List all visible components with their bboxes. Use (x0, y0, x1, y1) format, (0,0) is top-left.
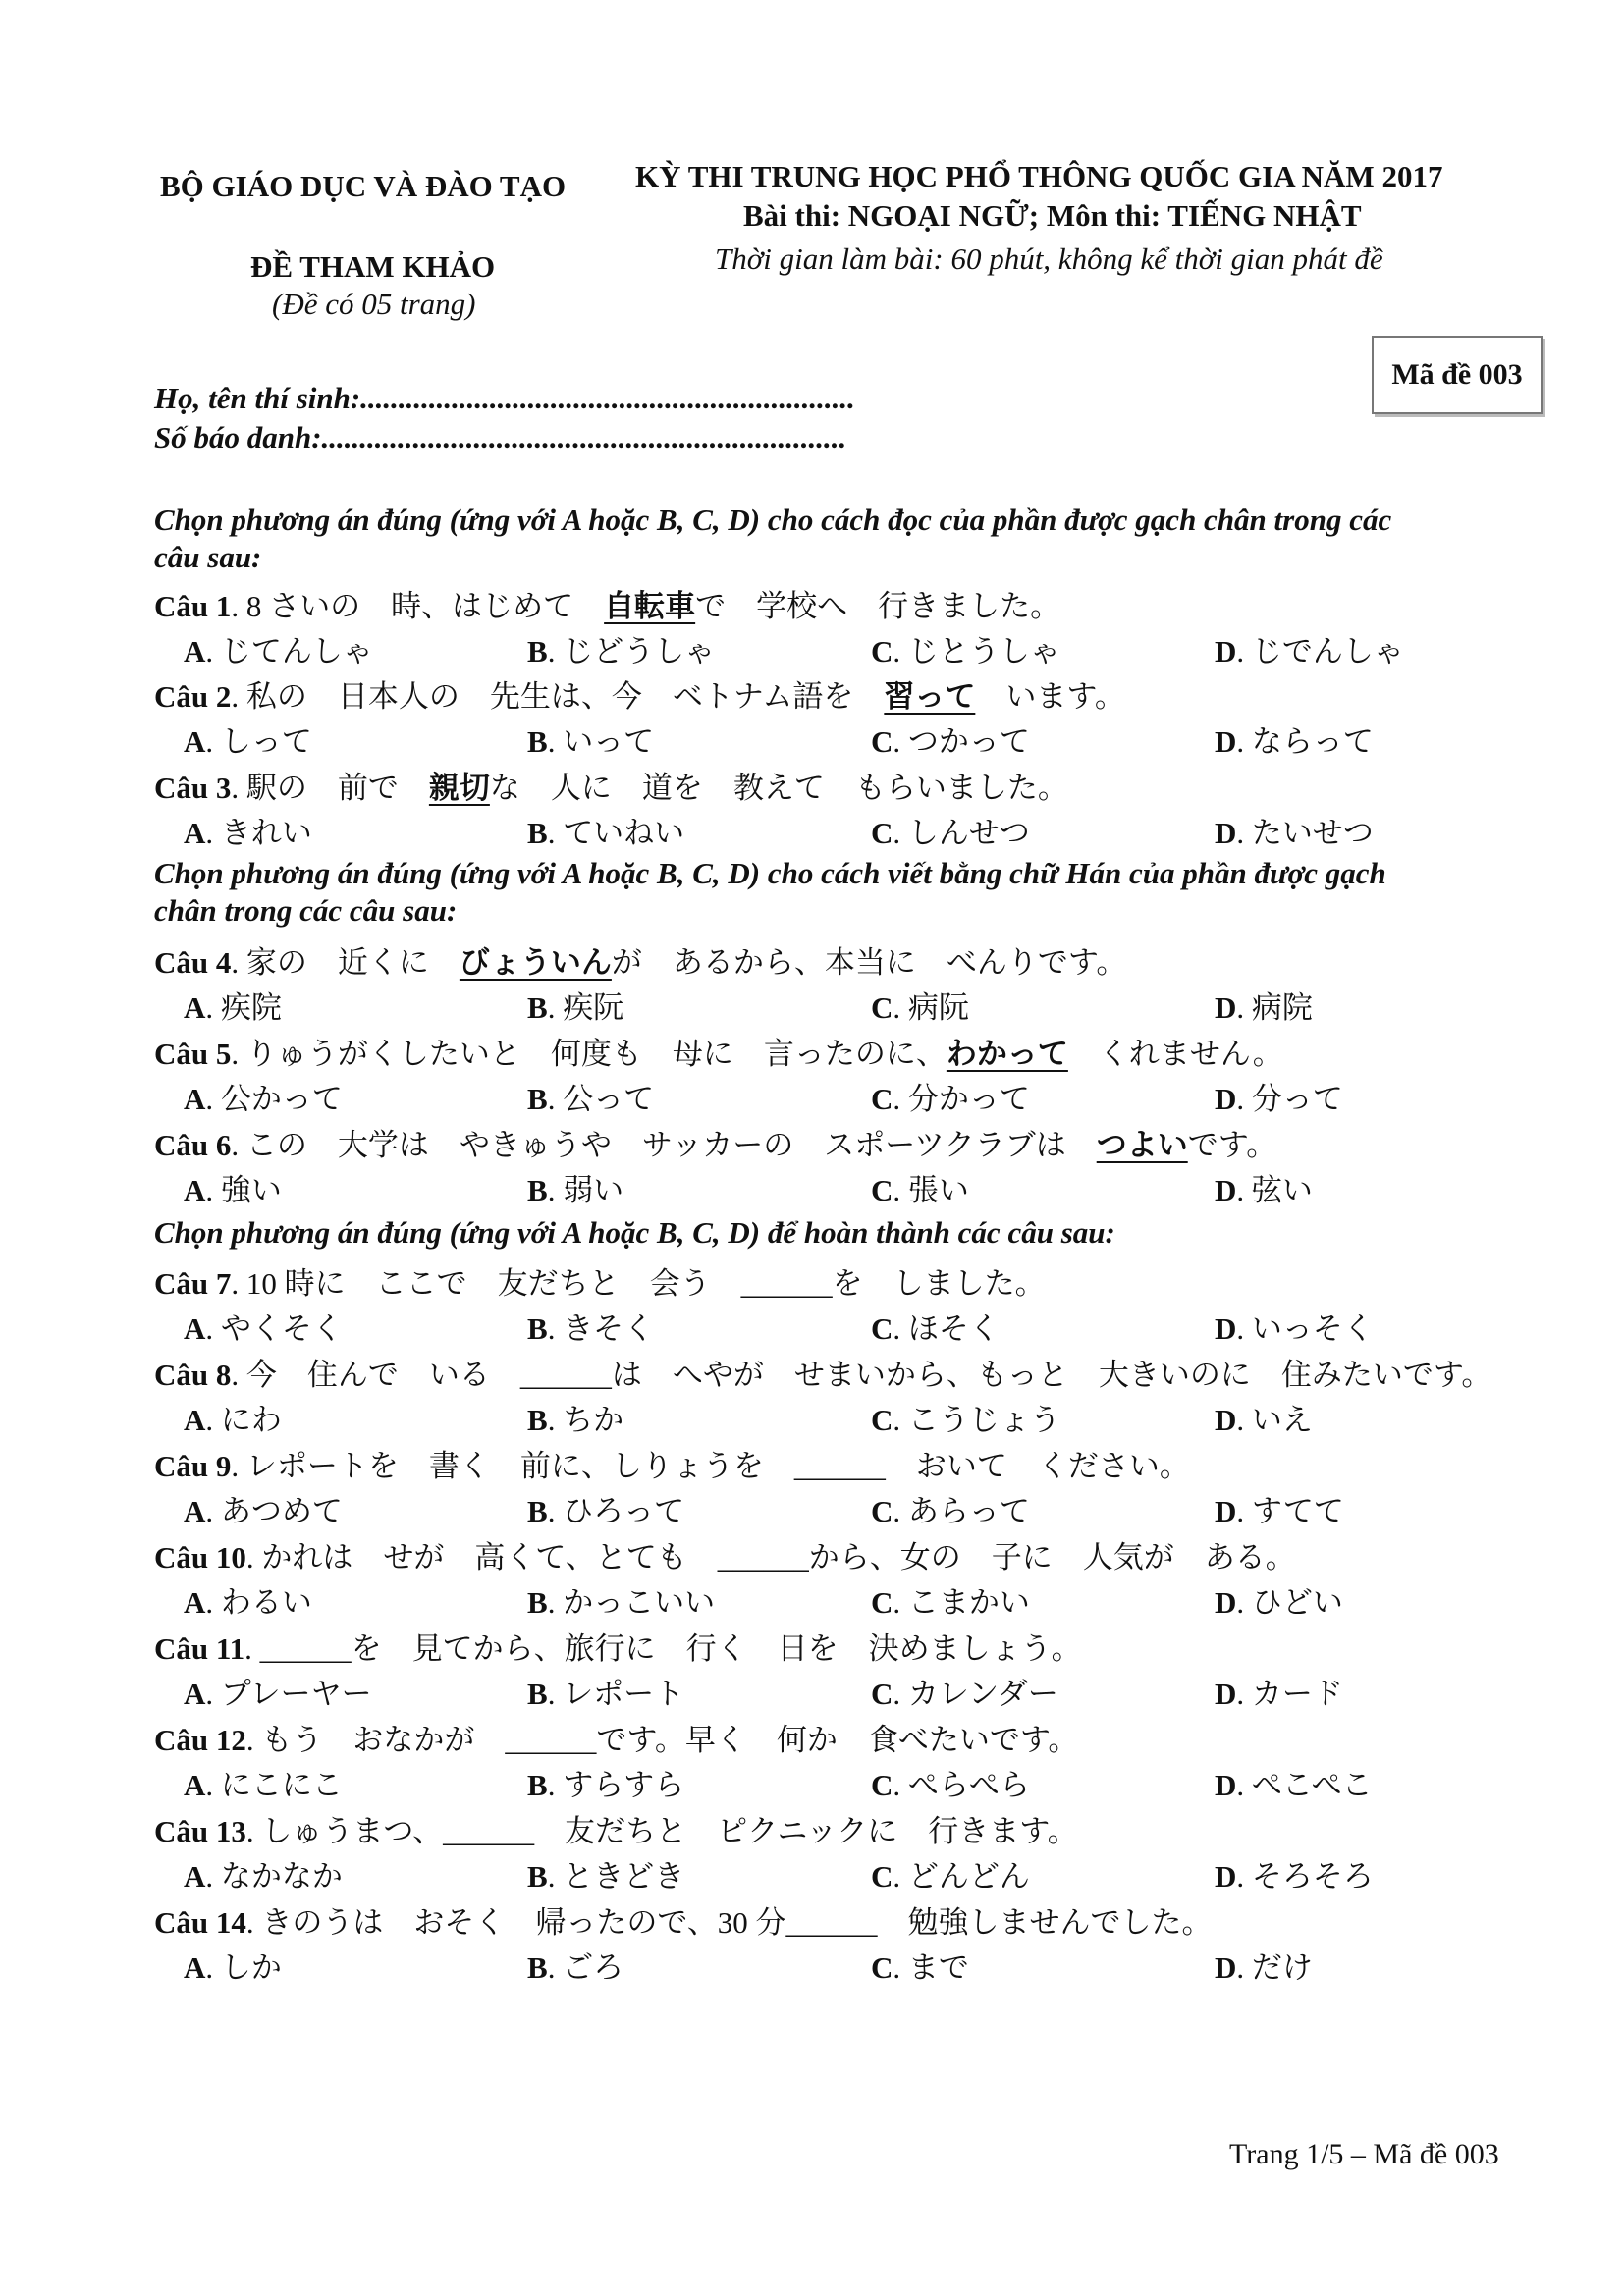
underlined-term: わかって (946, 1037, 1068, 1071)
answer-option[interactable] (1215, 1304, 1374, 1348)
option-text: たいせつ (1251, 816, 1374, 850)
question-text: . しゅうまつ、______ 友だちと ピクニックに 行きます。 (245, 1814, 1078, 1848)
question-stem (154, 1624, 1082, 1668)
answer-option[interactable] (527, 808, 684, 852)
option-separator: . (1236, 634, 1252, 668)
option-letter: B (527, 990, 548, 1025)
answer-option[interactable] (527, 1577, 715, 1622)
option-separator: . (205, 1173, 221, 1207)
ministry-name: BỘ GIÁO DỤC VÀ ĐÀO TẠO (160, 169, 567, 203)
option-text: 強い (220, 1173, 282, 1207)
option-letter: D (1215, 1173, 1237, 1207)
option-separator: . (205, 1859, 221, 1894)
option-letter: D (1215, 1859, 1237, 1894)
option-separator: . (1236, 1173, 1252, 1207)
question-text: . 10 時に ここで 友だちと 会う ______を しました。 (231, 1266, 1046, 1301)
option-text: 病院 (1251, 990, 1313, 1025)
option-text: すてて (1251, 1494, 1344, 1528)
answer-option[interactable] (184, 983, 282, 1027)
option-separator: . (893, 1082, 908, 1116)
option-letter: B (527, 1311, 548, 1346)
option-separator: . (205, 1677, 221, 1711)
question-number: Câu 1 (154, 589, 232, 623)
option-text: 公って (563, 1082, 655, 1116)
question-number: Câu 11 (154, 1631, 245, 1666)
option-letter: D (1215, 724, 1237, 759)
answer-option[interactable] (871, 1851, 1030, 1896)
option-letter: B (527, 1494, 548, 1528)
option-text: こうじょう (907, 1403, 1060, 1437)
option-letter: A (184, 1859, 206, 1894)
option-separator: . (205, 816, 221, 850)
question-stem (154, 1441, 1190, 1485)
option-letter: A (184, 1768, 206, 1802)
option-letter: C (871, 634, 893, 668)
question-stem (154, 1715, 1078, 1759)
answer-option[interactable] (184, 1943, 282, 1987)
option-separator: . (1236, 990, 1252, 1025)
answer-option[interactable] (184, 1304, 343, 1348)
question-number: Câu 12 (154, 1723, 246, 1757)
option-text: わるい (220, 1585, 312, 1620)
option-letter: D (1215, 1403, 1237, 1437)
exam-code-box (1372, 336, 1543, 414)
option-letter: B (527, 1859, 548, 1894)
option-letter: D (1215, 1768, 1237, 1802)
option-text: ぺらぺら (907, 1768, 1030, 1802)
option-separator: . (547, 1950, 564, 1985)
answer-option[interactable] (1215, 1943, 1313, 1987)
option-text: ちか (563, 1403, 624, 1437)
answer-option[interactable] (871, 1395, 1060, 1439)
option-text: いえ (1251, 1403, 1313, 1437)
option-text: ほそく (907, 1311, 1000, 1346)
option-text: 弦い (1251, 1173, 1313, 1207)
option-separator: . (205, 1585, 221, 1620)
option-text: すらすら (563, 1768, 685, 1802)
underlined-term: 親切 (428, 771, 490, 805)
answer-option[interactable] (1215, 1165, 1313, 1209)
question-number: Câu 14 (154, 1905, 246, 1940)
option-text: ひろって (563, 1494, 685, 1528)
pages-note: (Đề có 05 trang) (272, 287, 476, 321)
answer-option[interactable] (1215, 1669, 1343, 1713)
question-stem (154, 1806, 1078, 1850)
answer-option[interactable] (871, 1165, 969, 1209)
question-text-end: で 学校へ 行きました。 (695, 589, 1061, 623)
option-separator: . (547, 1585, 564, 1620)
option-text: レポート (563, 1677, 685, 1711)
section-instruction: chân trong các câu sau: (154, 893, 458, 928)
option-separator: . (205, 1950, 221, 1985)
option-letter: C (871, 1311, 893, 1346)
answer-option[interactable] (527, 1074, 654, 1118)
option-separator: . (893, 634, 908, 668)
question-text: . 家の 近くに (231, 945, 460, 980)
option-separator: . (205, 990, 221, 1025)
answer-option[interactable] (184, 1851, 343, 1896)
answer-option[interactable] (871, 983, 969, 1027)
option-text: 公かって (220, 1082, 343, 1116)
option-separator: . (547, 990, 564, 1025)
option-letter: A (184, 1677, 206, 1711)
candidate-id-line: Số báo danh:..................................................................... (154, 420, 847, 454)
option-text: にこにこ (220, 1768, 343, 1802)
answer-option[interactable] (527, 717, 654, 761)
option-text: ときどき (563, 1859, 685, 1894)
option-separator: . (1236, 1950, 1252, 1985)
option-text: ごろ (563, 1950, 624, 1985)
question-text: . もう おなかが ______です。早く 何か 食べたいです。 (245, 1723, 1079, 1757)
option-separator: . (205, 1082, 221, 1116)
question-number: Câu 13 (154, 1814, 246, 1848)
option-separator: . (205, 724, 221, 759)
question-text-end: が あるから、本当に べんりです。 (611, 945, 1127, 980)
option-separator: . (547, 724, 564, 759)
option-text: 張い (907, 1173, 969, 1207)
option-separator: . (1236, 1082, 1252, 1116)
answer-option[interactable] (871, 1304, 1000, 1348)
option-separator: . (1236, 1677, 1252, 1711)
option-letter: C (871, 1950, 893, 1985)
answer-option[interactable] (1215, 1395, 1313, 1439)
option-letter: D (1215, 1585, 1237, 1620)
answer-option[interactable] (184, 717, 312, 761)
option-letter: A (184, 990, 206, 1025)
option-text: 分かって (907, 1082, 1030, 1116)
question-stem (154, 763, 1068, 807)
question-stem (154, 1120, 1276, 1164)
question-text: . 駅の 前で (231, 771, 429, 805)
option-letter: B (527, 1082, 548, 1116)
option-text: 分って (1251, 1082, 1343, 1116)
answer-option[interactable] (184, 1165, 282, 1209)
option-text: こまかい (907, 1585, 1030, 1620)
answer-option[interactable] (1215, 1760, 1373, 1804)
reference-label: ĐỀ THAM KHẢO (250, 249, 496, 284)
answer-option[interactable] (871, 1943, 969, 1987)
option-text: 疾阮 (563, 990, 624, 1025)
option-text: やくそく (220, 1311, 343, 1346)
option-separator: . (893, 1494, 908, 1528)
option-separator: . (893, 990, 908, 1025)
answer-option[interactable] (1215, 717, 1374, 761)
answer-option[interactable] (184, 1577, 312, 1622)
question-stem (154, 1350, 1491, 1394)
option-letter: C (871, 1859, 893, 1894)
answer-option[interactable] (527, 983, 623, 1027)
option-separator: . (547, 1494, 564, 1528)
question-text: . 8 さいの 時、はじめて (231, 589, 605, 623)
question-text: . かれは せが 高くて、とても ______から、女の 子に 人気が ある。 (245, 1540, 1296, 1575)
option-letter: D (1215, 1950, 1237, 1985)
option-text: じでんしゃ (1251, 634, 1404, 668)
exam-subject: Bài thi: NGOẠI NGỮ; Môn thi: TIẾNG NHẬT (743, 198, 1362, 233)
time-note: Thời gian làm bài: 60 phút, không kể thời gian phát đề (715, 241, 1383, 276)
answer-option[interactable] (527, 1669, 684, 1713)
question-text: . この 大学は やきゅうや サッカーの スポーツクラブは (231, 1128, 1097, 1162)
option-text: あらって (907, 1494, 1030, 1528)
answer-option[interactable] (1215, 983, 1313, 1027)
answer-option[interactable] (527, 1943, 623, 1987)
option-letter: D (1215, 1311, 1237, 1346)
underlined-term: 自転車 (604, 589, 696, 623)
question-stem (154, 1258, 1046, 1303)
option-separator: . (1236, 1311, 1252, 1346)
question-number: Câu 10 (154, 1540, 246, 1575)
question-text: . ______を 見てから、旅行に 行く 日を 決めましょう。 (244, 1631, 1082, 1666)
option-separator: . (893, 1403, 908, 1437)
option-separator: . (893, 1768, 908, 1802)
option-separator: . (547, 1403, 564, 1437)
option-letter: A (184, 634, 206, 668)
question-number: Câu 4 (154, 945, 232, 980)
option-separator: . (547, 1082, 564, 1116)
question-text: . りゅうがくしたいと 何度も 母に 言ったのに、 (231, 1037, 947, 1071)
answer-option[interactable] (1215, 1486, 1344, 1530)
option-text: まで (907, 1950, 969, 1985)
option-text: あつめて (220, 1494, 343, 1528)
option-letter: A (184, 1585, 206, 1620)
option-separator: . (205, 634, 221, 668)
option-text: そろそろ (1251, 1859, 1374, 1894)
option-letter: C (871, 1768, 893, 1802)
option-text: じどうしゃ (563, 634, 716, 668)
option-separator: . (547, 1768, 564, 1802)
option-text: なかなか (220, 1859, 343, 1894)
option-separator: . (893, 1311, 908, 1346)
option-letter: C (871, 990, 893, 1025)
option-letter: C (871, 1494, 893, 1528)
section-instruction: Chọn phương án đúng (ứng với A hoặc B, C, D) cho cách đọc của phần được gạch chân trong các (154, 503, 1392, 537)
option-letter: D (1215, 634, 1237, 668)
answer-option[interactable] (1215, 1577, 1343, 1622)
answer-option[interactable] (871, 717, 1030, 761)
question-number: Câu 6 (154, 1128, 232, 1162)
underlined-term: つよい (1096, 1128, 1188, 1162)
option-letter: A (184, 816, 206, 850)
answer-option[interactable] (527, 1395, 623, 1439)
option-text: ひどい (1251, 1585, 1343, 1620)
question-text: . きのうは おそく 帰ったので、30 分______ 勉強しませんでした。 (245, 1905, 1213, 1940)
option-separator: . (893, 1677, 908, 1711)
option-letter: A (184, 1311, 206, 1346)
option-letter: B (527, 1585, 548, 1620)
question-text-end: な 人に 道を 教えて もらいました。 (489, 771, 1068, 805)
exam-code: Mã đề 003 (1391, 358, 1523, 391)
option-letter: A (184, 1494, 206, 1528)
question-stem (154, 1029, 1283, 1073)
answer-option[interactable] (1215, 1851, 1374, 1896)
answer-option[interactable] (871, 1669, 1058, 1713)
answer-option[interactable] (527, 1486, 684, 1530)
option-letter: C (871, 1677, 893, 1711)
question-text-end: です。 (1187, 1128, 1277, 1162)
option-letter: B (527, 724, 548, 759)
answer-option[interactable] (1215, 1074, 1343, 1118)
option-letter: C (871, 1403, 893, 1437)
option-letter: D (1215, 1677, 1237, 1711)
option-text: ていねい (563, 816, 685, 850)
underlined-term: 習って (884, 679, 976, 714)
question-number: Câu 8 (154, 1358, 232, 1392)
question-text: . 今 住んで いる ______は へやが せまいから、もっと 大きいのに 住みたいです。 (231, 1358, 1492, 1392)
answer-option[interactable] (871, 808, 1030, 852)
question-text-end: くれません。 (1067, 1037, 1283, 1071)
option-letter: B (527, 634, 548, 668)
option-text: つかって (907, 724, 1030, 759)
section-instruction: Chọn phương án đúng (ứng với A hoặc B, C, D) cho cách viết bằng chữ Hán của phần được gạch (154, 856, 1386, 890)
question-text: . レポートを 書く 前に、しりょうを ______ おいて ください。 (231, 1449, 1190, 1483)
answer-option[interactable] (184, 1395, 282, 1439)
answer-option[interactable] (1215, 626, 1404, 670)
option-letter: A (184, 1950, 206, 1985)
option-text: カレンダー (907, 1677, 1058, 1711)
option-text: ぺこぺこ (1251, 1768, 1373, 1802)
option-separator: . (1236, 1585, 1252, 1620)
answer-option[interactable] (871, 1577, 1030, 1622)
question-text-end: います。 (975, 679, 1125, 714)
option-separator: . (547, 816, 564, 850)
option-letter: B (527, 816, 548, 850)
answer-option[interactable] (184, 808, 312, 852)
question-number: Câu 7 (154, 1266, 232, 1301)
option-letter: D (1215, 1494, 1237, 1528)
question-number: Câu 5 (154, 1037, 232, 1071)
option-separator: . (205, 1768, 221, 1802)
option-text: にわ (220, 1403, 282, 1437)
question-number: Câu 3 (154, 771, 232, 805)
answer-option[interactable] (184, 1074, 343, 1118)
option-separator: . (1236, 1768, 1252, 1802)
answer-option[interactable] (184, 1486, 343, 1530)
option-letter: B (527, 1403, 548, 1437)
option-text: じてんしゃ (220, 634, 373, 668)
option-letter: C (871, 1082, 893, 1116)
option-text: きそく (563, 1311, 655, 1346)
option-text: しんせつ (907, 816, 1030, 850)
option-letter: C (871, 1173, 893, 1207)
option-text: いっそく (1251, 1311, 1374, 1346)
question-number: Câu 2 (154, 679, 232, 714)
question-stem (154, 581, 1060, 625)
option-separator: . (893, 1859, 908, 1894)
option-letter: A (184, 724, 206, 759)
answer-option[interactable] (527, 1165, 623, 1209)
option-separator: . (1236, 724, 1252, 759)
answer-option[interactable] (1215, 808, 1374, 852)
answer-option[interactable] (871, 1760, 1030, 1804)
option-separator: . (1236, 816, 1252, 850)
option-letter: C (871, 724, 893, 759)
option-letter: B (527, 1950, 548, 1985)
option-text: しって (220, 724, 312, 759)
question-stem (154, 1897, 1213, 1942)
option-text: しか (220, 1950, 282, 1985)
option-letter: D (1215, 1082, 1237, 1116)
answer-option[interactable] (184, 1669, 372, 1713)
underlined-term: びょういん (459, 945, 612, 980)
option-separator: . (547, 1173, 564, 1207)
option-text: かっこいい (563, 1585, 716, 1620)
answer-option[interactable] (527, 626, 715, 670)
section-instruction: Chọn phương án đúng (ứng với A hoặc B, C, D) để hoàn thành các câu sau: (154, 1215, 1115, 1250)
option-text: いって (563, 724, 655, 759)
option-separator: . (893, 1585, 908, 1620)
option-letter: B (527, 1173, 548, 1207)
answer-option[interactable] (871, 626, 1060, 670)
option-separator: . (547, 1859, 564, 1894)
option-text: 疾院 (220, 990, 282, 1025)
option-letter: C (871, 816, 893, 850)
answer-option[interactable] (527, 1851, 684, 1896)
question-stem (154, 1532, 1296, 1576)
option-text: ならって (1251, 724, 1374, 759)
answer-option[interactable] (527, 1304, 654, 1348)
option-text: 病阮 (907, 990, 969, 1025)
option-separator: . (893, 1173, 908, 1207)
answer-option[interactable] (184, 626, 373, 670)
question-text: . 私の 日本人の 先生は、今 ベトナム語を (231, 679, 885, 714)
option-text: きれい (220, 816, 312, 850)
option-text: だけ (1251, 1950, 1313, 1985)
option-text: じとうしゃ (907, 634, 1060, 668)
option-letter: B (527, 1768, 548, 1802)
option-separator: . (893, 724, 908, 759)
option-letter: D (1215, 990, 1237, 1025)
option-separator: . (1236, 1403, 1252, 1437)
option-separator: . (1236, 1859, 1252, 1894)
answer-option[interactable] (871, 1486, 1030, 1530)
option-letter: A (184, 1403, 206, 1437)
option-separator: . (1236, 1494, 1252, 1528)
option-letter: B (527, 1677, 548, 1711)
option-separator: . (547, 1677, 564, 1711)
exam-title: KỲ THI TRUNG HỌC PHỔ THÔNG QUỐC GIA NĂM 2017 (635, 159, 1443, 193)
option-letter: D (1215, 816, 1237, 850)
option-separator: . (893, 1950, 908, 1985)
option-separator: . (893, 816, 908, 850)
answer-option[interactable] (184, 1760, 343, 1804)
candidate-name-line: Họ, tên thí sinh:................................................................. (154, 381, 855, 415)
option-text: どんどん (907, 1859, 1030, 1894)
option-separator: . (205, 1403, 221, 1437)
option-letter: A (184, 1173, 206, 1207)
page-footer: Trang 1/5 – Mã đề 003 (1229, 2138, 1499, 2170)
option-separator: . (205, 1311, 221, 1346)
option-text: プレーヤー (220, 1677, 372, 1711)
answer-option[interactable] (527, 1760, 684, 1804)
option-separator: . (547, 1311, 564, 1346)
section-instruction: câu sau: (154, 540, 262, 574)
answer-option[interactable] (871, 1074, 1030, 1118)
option-text: 弱い (563, 1173, 624, 1207)
question-number: Câu 9 (154, 1449, 232, 1483)
question-stem (154, 671, 1125, 716)
option-letter: A (184, 1082, 206, 1116)
option-separator: . (205, 1494, 221, 1528)
option-letter: C (871, 1585, 893, 1620)
option-separator: . (547, 634, 564, 668)
option-text: カード (1251, 1677, 1343, 1711)
question-stem (154, 937, 1126, 982)
